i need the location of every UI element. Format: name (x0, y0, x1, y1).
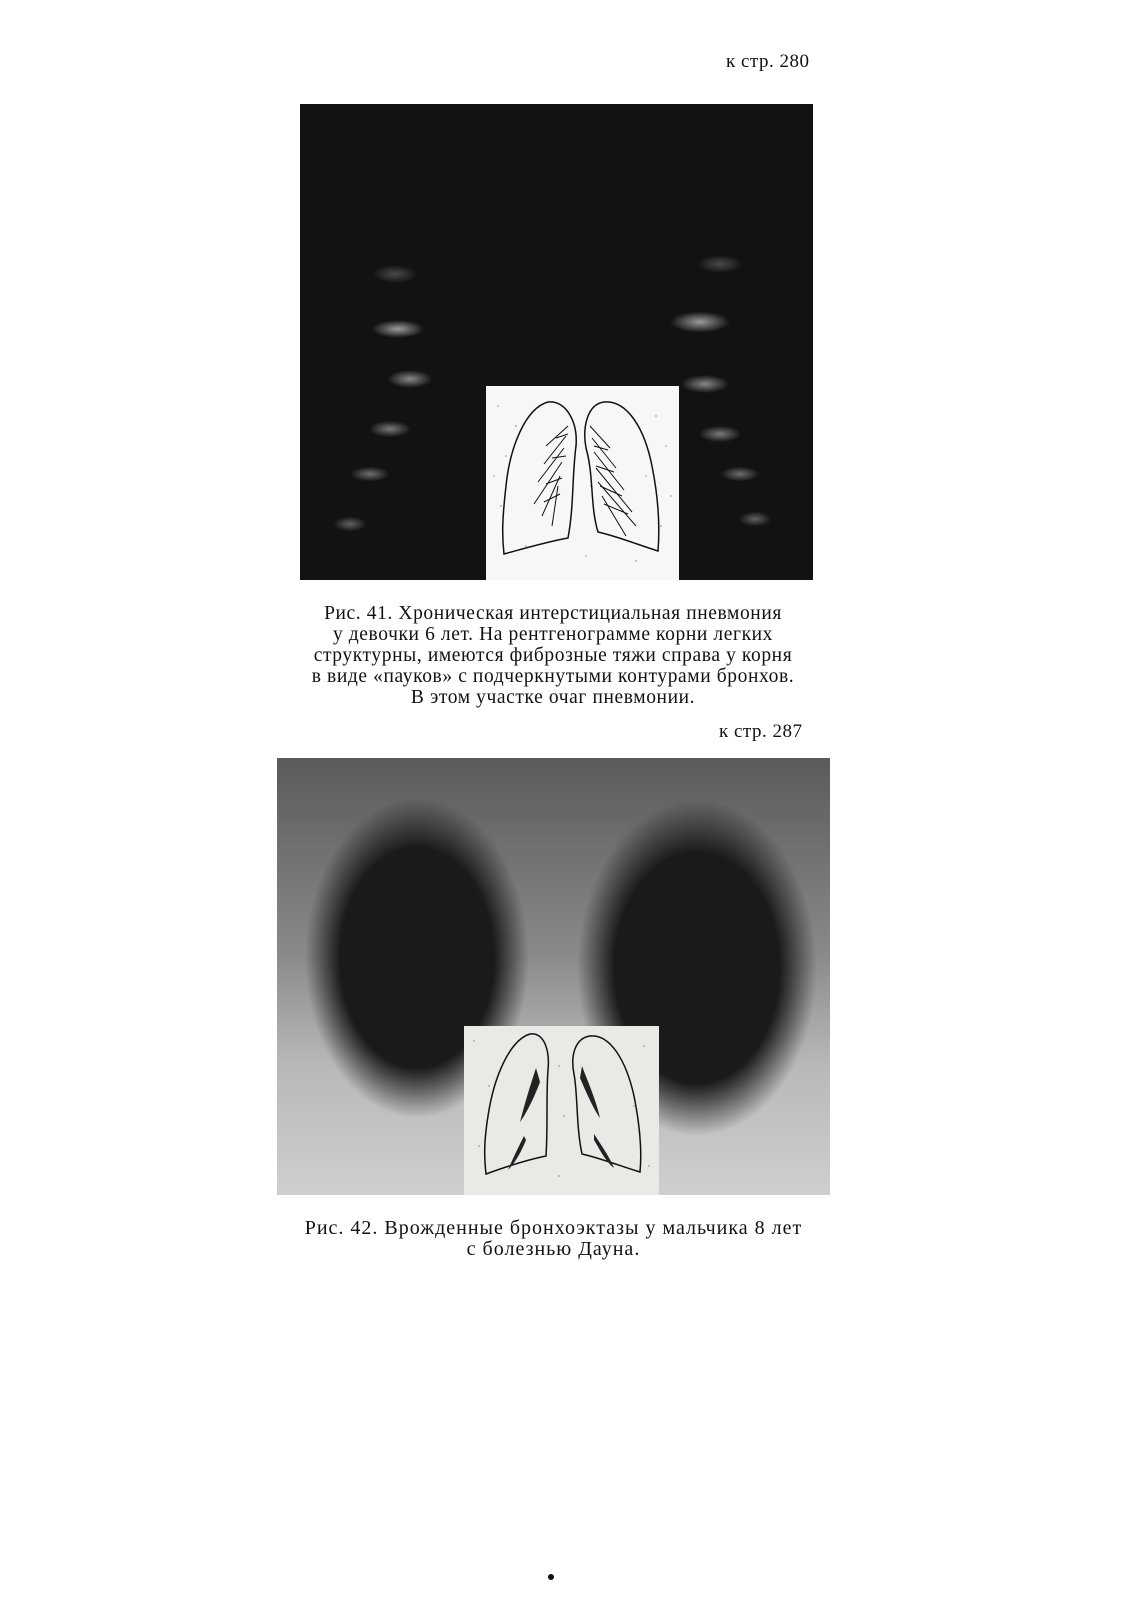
chest-xray-figure-42 (277, 758, 830, 1195)
caption-line: структурны, имеются фиброзные тяжи справа у корня (313, 645, 793, 666)
caption-line: в виде «пауков» с подчеркнутыми контурами бронхов. (311, 666, 795, 687)
chest-xray-figure-41 (300, 104, 813, 580)
caption-line: Рис. 41. Хроническая интерстициальная пневмония (324, 603, 782, 624)
page-reference-280: к стр. 280 (726, 51, 810, 72)
caption-line: Рис. 42. Врожденные бронхоэктазы у мальчика 8 лет (304, 1217, 803, 1239)
figure-41-caption (292, 603, 814, 708)
lung-schematic-inset (464, 1026, 659, 1195)
lungs-diagram-icon (464, 1026, 659, 1195)
ink-speck (548, 1574, 554, 1580)
lungs-diagram-icon (486, 386, 679, 580)
caption-line: у девочки 6 лет. На рентгенограмме корни легких (332, 624, 774, 645)
page-reference-287: к стр. 287 (719, 721, 803, 742)
caption-line: В этом участке очаг пневмонии. (410, 687, 696, 708)
lung-schematic-inset (486, 386, 679, 580)
figure-42-caption (277, 1218, 830, 1260)
caption-line: с болезнью Дауна. (466, 1238, 641, 1260)
